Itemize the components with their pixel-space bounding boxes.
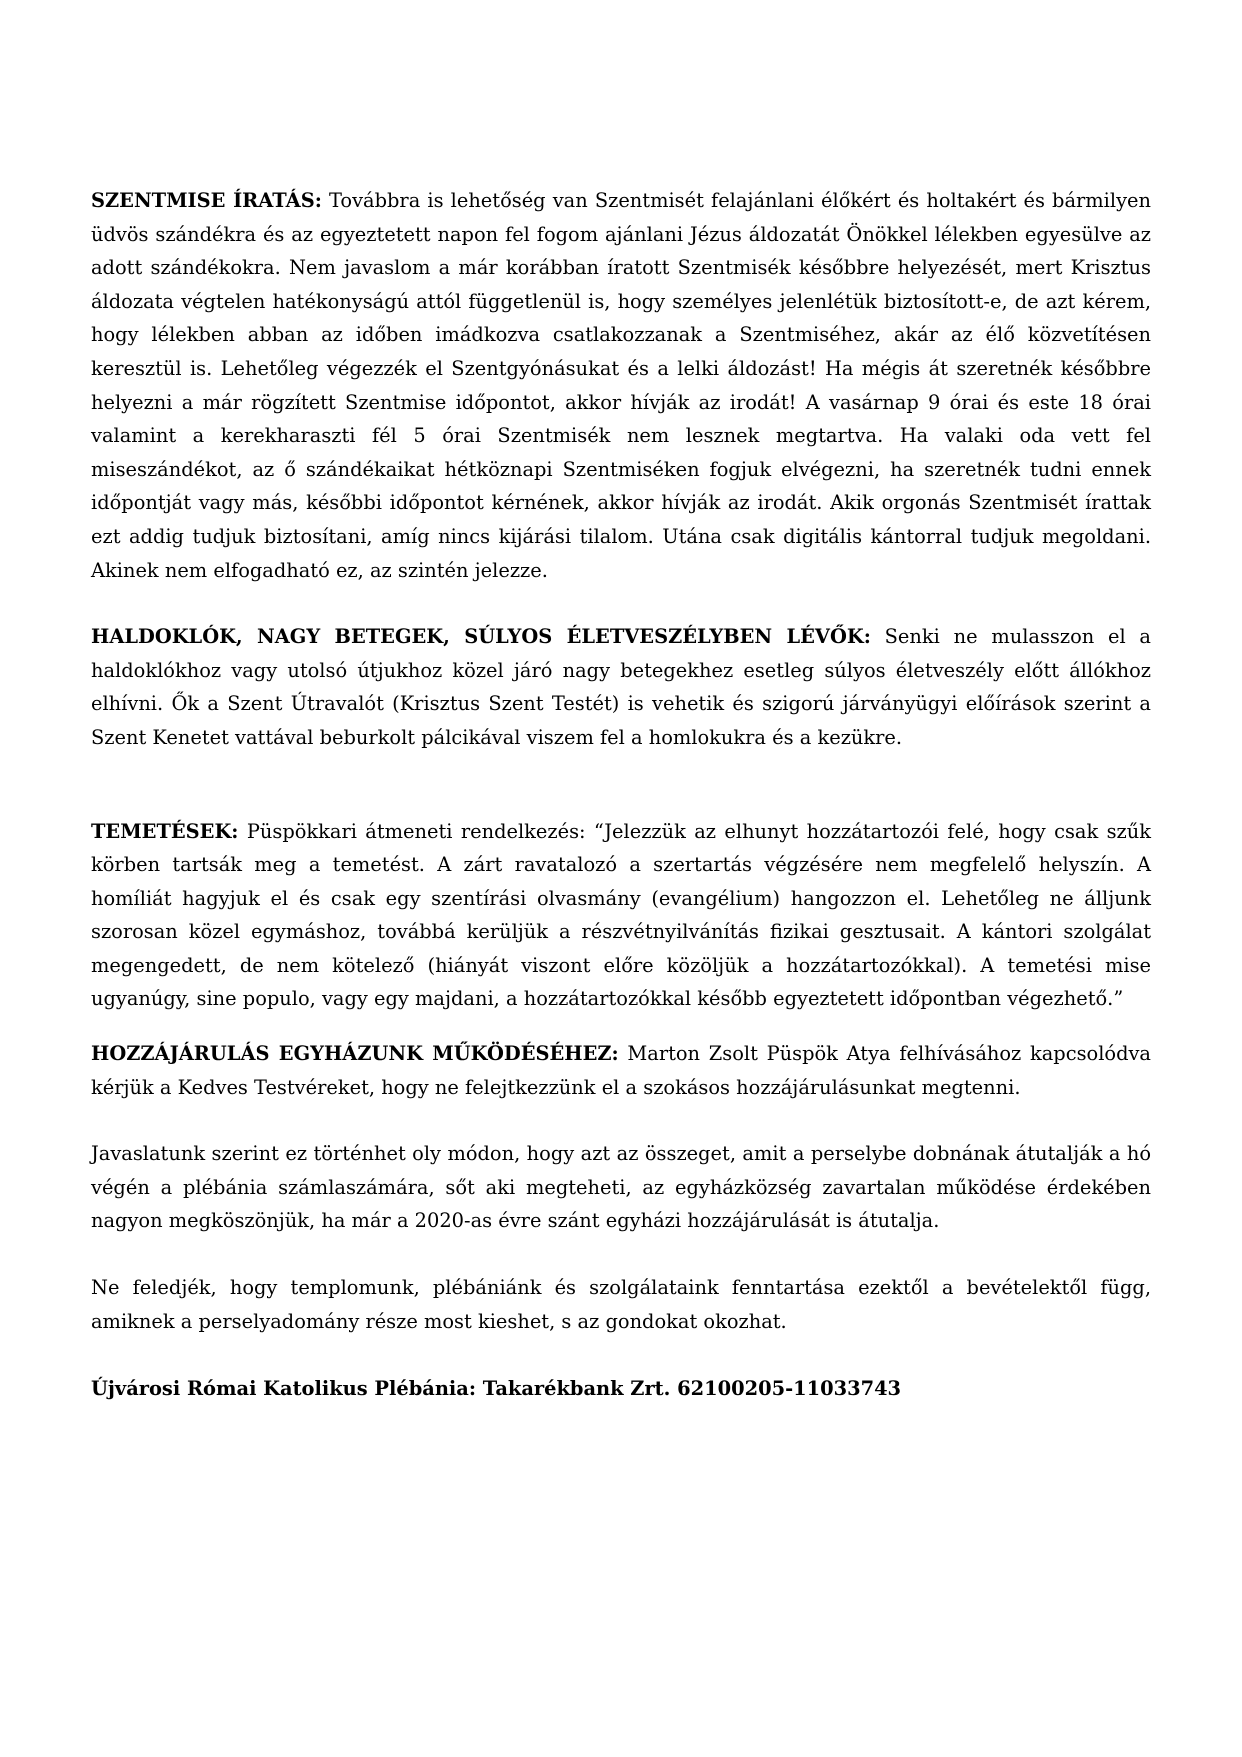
szentmise-heading: SZENTMISE ÍRATÁS: xyxy=(91,189,322,212)
feledjek-paragraph: Ne feledjék, hogy templomunk, plébániánk és szolgálataink fenntartása ezektől a bevételektől függ, amiknek a perselyadomány része most kieshet, s az gondokat okozhat. xyxy=(91,1276,1151,1333)
haldoklok-heading: HALDOKLÓK, NAGY BETEGEK, SÚLYOS ÉLETVESZÉLYBEN LÉVŐK: xyxy=(91,625,871,649)
haldoklok-body: Senki ne mulasszon el a haldoklókhoz vagy utolsó útjukhoz közel járó nagy betegekhez esetleg súlyos életveszély előtt állókhoz elhívni. Ők a Szent Útravalót (Krisztus Szent Testét) is vehetik és szigorú járványügyi előírások szerint a Szent Kenetet vattával beburkolt pálcikával viszem fel a homlokukra és a kezükre. xyxy=(91,625,1151,749)
hozzajarulas-paragraph xyxy=(91,1037,1151,1104)
bank-account-line: Újvárosi Római Katolikus Plébánia: Takarékbank Zrt. 62100205-11033743 xyxy=(91,1377,902,1401)
szentmise-body: Továbbra is lehetőség van Szentmisét felajánlani élőkért és holtakért és bármilyen üdvös szándékra és az egyeztetett napon fel fogom ajánlani Jézus áldozatát Önökkel lélekben egyesülve az adott szándékokra. Nem javaslom a már korábban íratott Szentmisék későbbre helyezését, mert Krisztus áldozata végtelen hatékonyságú attól függetlenül is, hogy személyes jelenlétük biztosított-e, de azt kérem, hogy lélekben abban az időben imádkozva csatlakozzanak a Szentmiséhez, akár az élő közvetítésen keresztül is. Lehetőleg végezzék el Szentgyónásukat és a lelki áldozást! Ha mégis át szeretnék későbbre helyezni a már rögzített Szentmise időpontot, akkor hívják az irodát! A vasárnap 9 órai és este 18 órai valamint a kerekharaszti fél 5 órai Szentmisék nem lesznek megtartva. Ha valaki oda vett fel miseszándékot, az ő szándékaikat hétköznapi Szentmiséken fogjuk elvégezni, ha szeretnék tudni ennek időpontját vagy más, későbbi időpontot kérnének, akkor hívják az irodát. Akik orgonás Szentmisét írattak ezt addig tudjuk biztosítani, amíg nincs kijárási tilalom. Utána csak digitális kántorral tudjuk megoldani. Akinek nem elfogadható ez, az szintén jelezze. xyxy=(91,189,1151,582)
document-page xyxy=(91,184,1151,1406)
hozzajarulas-heading: HOZZÁJÁRULÁS EGYHÁZUNK MŰKÖDÉSÉHEZ: xyxy=(91,1042,619,1066)
javaslat-paragraph: Javaslatunk szerint ez történhet oly módon, hogy azt az összeget, amit a perselybe dobnának átutalják a hó végén a plébánia számlaszámára, sőt aki megteheti, az egyházközség zavartalan működése érdekében nagyon megköszönjük, ha már a 2020-as évre szánt egyházi hozzájárulását is átutalja. xyxy=(91,1142,1151,1233)
temetesek-body: Püspökkari átmeneti rendelkezés: “Jelezzük az elhunyt hozzátartozói felé, hogy csak szűk körben tartsák meg a temetést. A zárt ravatalozó a szertartás végzésére nem megfelelő helyszín. A homíliát hagyjuk el és csak egy szentírási olvasmány (evangélium) hangozzon el. Lehetőleg ne álljunk szorosan közel egymáshoz, továbbá kerüljük a részvétnyilvánítás fizikai gesztusait. A kántori szolgálat megengedett, de nem kötelező (hiányát viszont előre közöljük a hozzátartozókkal). A temetési mise ugyanúgy, sine populo, vagy egy majdani, a hozzátartozókkal később egyeztetett időpontban végezhető.” xyxy=(91,819,1151,1011)
szentmise-paragraph xyxy=(91,184,1151,587)
temetesek-paragraph xyxy=(91,815,1151,1017)
haldoklok-paragraph xyxy=(91,620,1151,754)
temetesek-heading: TEMETÉSEK: xyxy=(91,819,239,843)
hozzajarulas-body: Marton Zsolt Püspök Atya felhívásához kapcsolódva kérjük a Kedves Testvéreket, hogy ne felejtkezzünk el a szokásos hozzájárulásunkat megtenni. xyxy=(91,1042,1151,1099)
